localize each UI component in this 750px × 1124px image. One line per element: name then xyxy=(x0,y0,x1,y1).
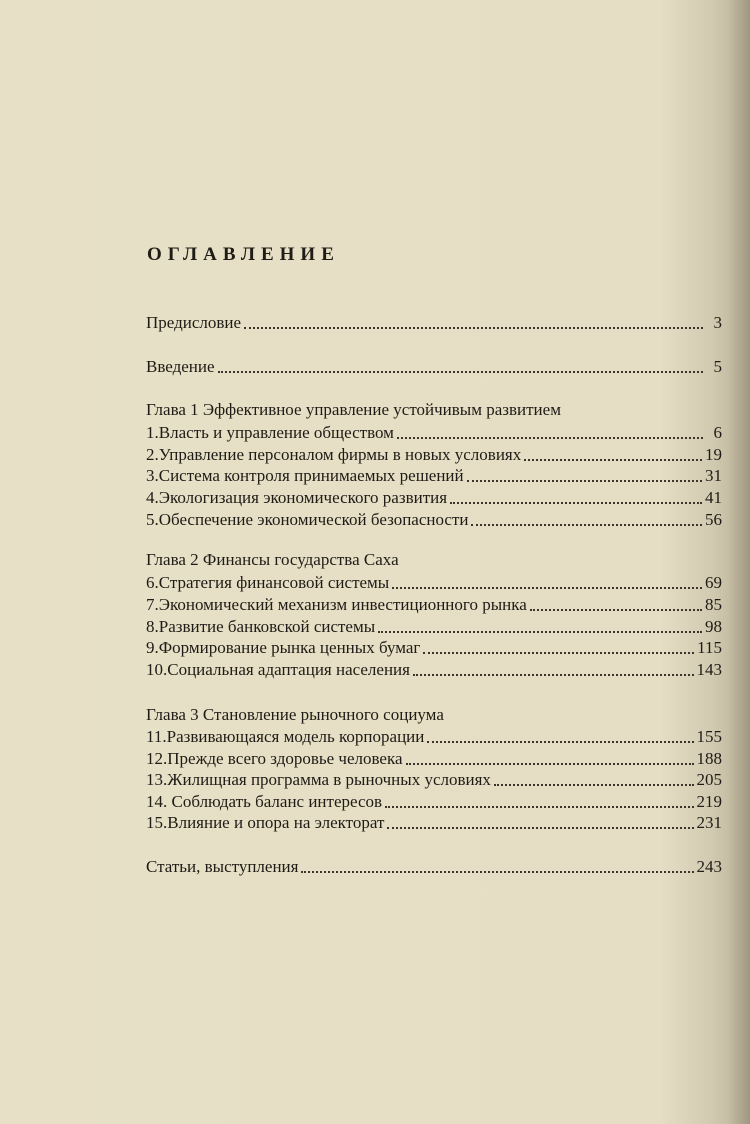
dot-leader xyxy=(244,325,703,329)
dot-leader xyxy=(413,672,694,676)
toc-entry-page: 231 xyxy=(696,813,722,832)
toc-entry xyxy=(146,509,722,531)
toc-entry-title: Предисловие xyxy=(146,313,242,332)
page-title: ОГЛАВЛЕНИЕ xyxy=(147,244,340,265)
toc-entry xyxy=(146,812,722,834)
toc-entry xyxy=(146,791,722,813)
toc-entry-page: 205 xyxy=(696,770,722,789)
dot-leader xyxy=(387,825,693,829)
toc-entry-title: Статьи, выступления xyxy=(146,857,299,876)
dot-leader xyxy=(406,761,694,765)
toc-entry-preface xyxy=(146,312,722,334)
toc-entry-title: 11.Развивающаяся модель корпорации xyxy=(146,727,425,746)
dot-leader xyxy=(530,607,702,611)
toc-entry xyxy=(146,594,722,616)
chapter-heading-1: Глава 1 Эффективное управление устойчивым развитием xyxy=(146,400,561,419)
toc-entry xyxy=(146,659,722,681)
toc-entry-title: 1.Власть и управление обществом xyxy=(146,423,394,442)
toc-entry xyxy=(146,422,722,444)
toc-entry xyxy=(146,444,722,466)
toc-entry xyxy=(146,637,722,659)
toc-entry-introduction xyxy=(146,356,722,378)
dot-leader xyxy=(524,457,702,461)
toc-entry-page: 219 xyxy=(696,792,722,811)
dot-leader xyxy=(378,629,702,633)
toc-entry xyxy=(146,572,722,594)
toc-entry-page: 5 xyxy=(713,357,722,376)
dot-leader xyxy=(397,435,703,439)
toc-entry xyxy=(146,487,722,509)
toc-entry-title: 8.Развитие банковской системы xyxy=(146,617,376,636)
dot-leader xyxy=(218,369,703,373)
dot-leader xyxy=(471,522,702,526)
toc-entry-title: 10.Социальная адаптация населения xyxy=(146,660,410,679)
dot-leader xyxy=(494,782,694,786)
dot-leader xyxy=(467,478,702,482)
toc-entry xyxy=(146,726,722,748)
toc-entry-page: 31 xyxy=(705,466,722,485)
chapter-heading-2: Глава 2 Финансы государства Саха xyxy=(146,550,399,569)
toc-entry-page: 143 xyxy=(696,660,722,679)
toc-entry-page: 85 xyxy=(705,595,722,614)
toc-entry-page: 243 xyxy=(696,857,722,876)
toc-entry-articles xyxy=(146,856,722,878)
toc-entry xyxy=(146,465,722,487)
toc-entry-title: 12.Прежде всего здоровье человека xyxy=(146,749,403,768)
dot-leader xyxy=(427,739,693,743)
toc-entry-title: 7.Экономический механизм инвестиционного рынка xyxy=(146,595,527,614)
toc-entry xyxy=(146,769,722,791)
toc-entry-page: 6 xyxy=(713,423,722,442)
dot-leader xyxy=(385,804,693,808)
toc-entry-title: 13.Жилищная программа в рыночных условиях xyxy=(146,770,491,789)
toc-entry-title: Введение xyxy=(146,357,215,376)
toc-entry-title: 6.Стратегия финансовой системы xyxy=(146,573,390,592)
toc-entry-title: 5.Обеспечение экономической безопасности xyxy=(146,510,469,529)
toc-entry-page: 56 xyxy=(705,510,722,529)
dot-leader xyxy=(450,500,702,504)
page-edge-shadow xyxy=(728,0,750,1124)
toc-entry-page: 3 xyxy=(713,313,722,332)
dot-leader xyxy=(423,650,694,654)
dot-leader xyxy=(301,869,693,873)
toc-entry xyxy=(146,748,722,770)
toc-entry-page: 41 xyxy=(705,488,722,507)
toc-entry-title: 14. Соблюдать баланс интересов xyxy=(146,792,383,811)
dot-leader xyxy=(392,585,702,589)
toc-entry-page: 98 xyxy=(705,617,722,636)
toc-entry-page: 115 xyxy=(697,638,722,657)
chapter-heading-3: Глава 3 Становление рыночного социума xyxy=(146,705,444,724)
toc-entry-title: 15.Влияние и опора на электорат xyxy=(146,813,385,832)
toc-entry xyxy=(146,616,722,638)
toc-entry-page: 155 xyxy=(696,727,722,746)
toc-entry-page: 188 xyxy=(696,749,722,768)
toc-entry-title: 4.Экологизация экономического развития xyxy=(146,488,448,507)
toc-entry-title: 9.Формирование рынка ценных бумаг xyxy=(146,638,421,657)
toc-entry-page: 19 xyxy=(705,445,722,464)
toc-entry-page: 69 xyxy=(705,573,722,592)
toc-entry-title: 2.Управление персоналом фирмы в новых условиях xyxy=(146,445,522,464)
toc-entry-title: 3.Система контроля принимаемых решений xyxy=(146,466,464,485)
